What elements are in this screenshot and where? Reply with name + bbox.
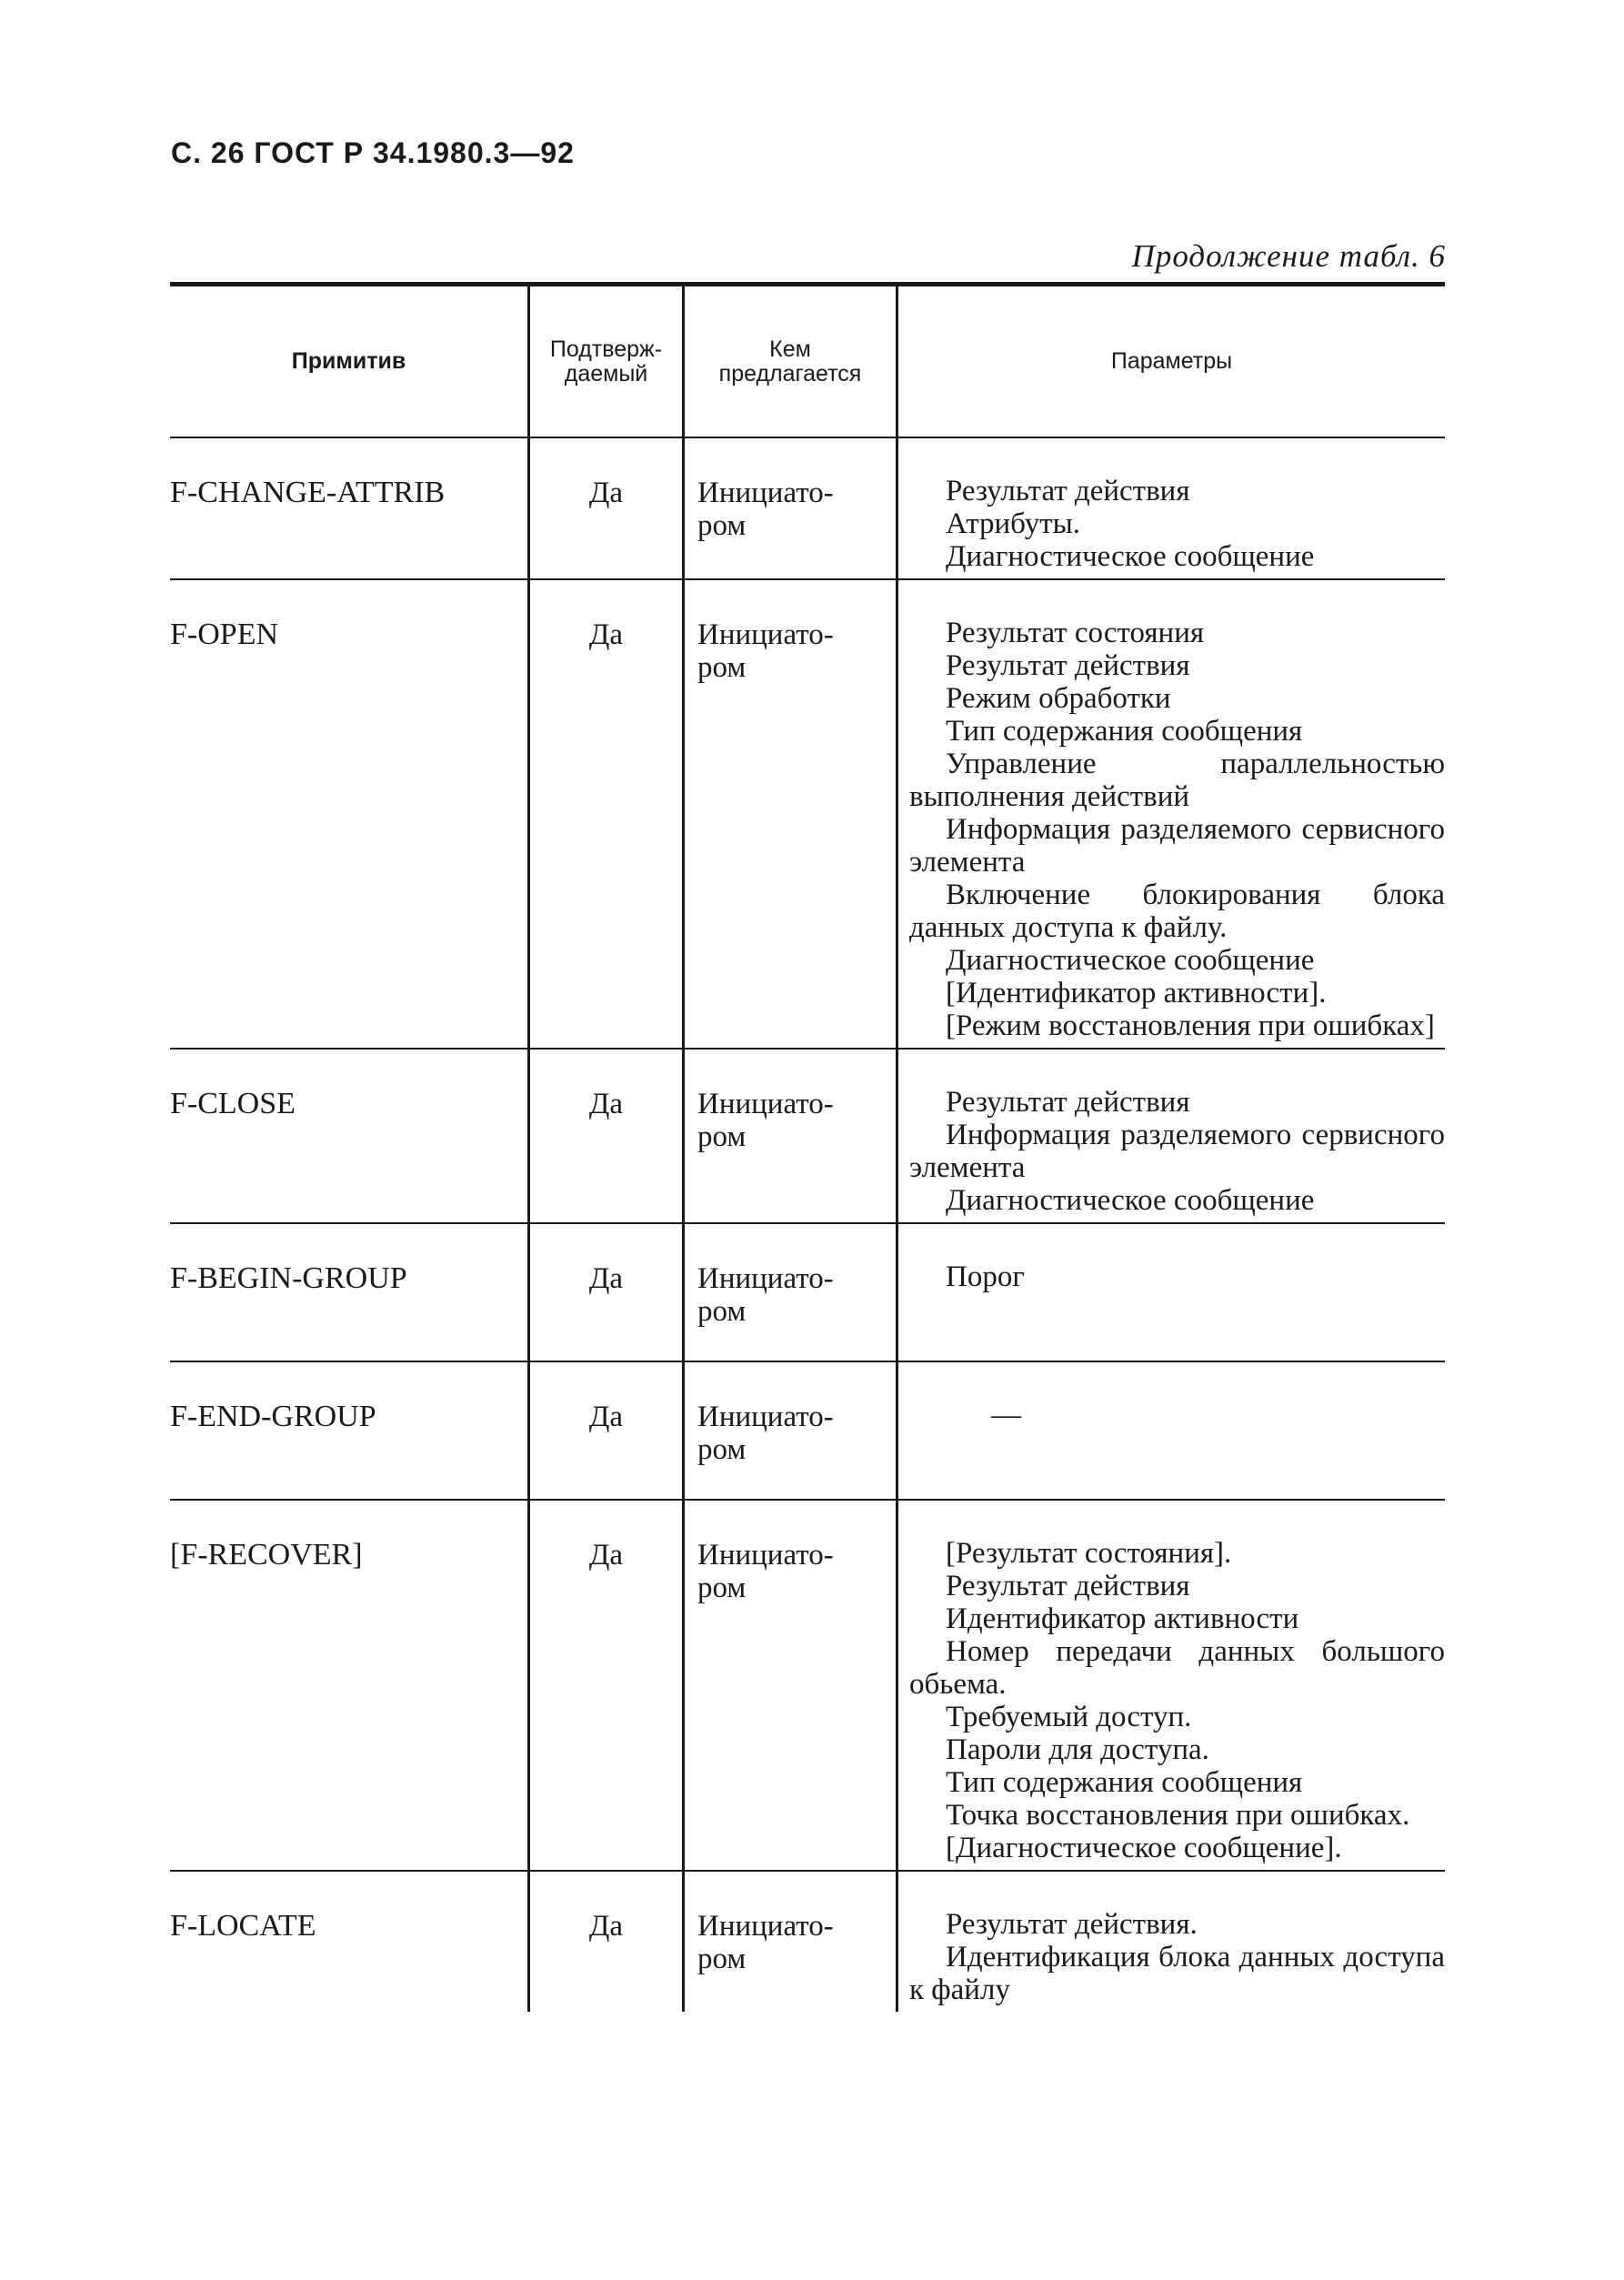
parameter-item: Точка восстановления при ошибках. <box>946 1799 1410 1832</box>
parameter-item: Включение блокирования блока данных доступа к файлу. <box>909 879 1445 944</box>
cell-primitive: F-CHANGE-ATTRIB <box>170 438 527 580</box>
cell-proposed-by-text: Инициато- ром <box>697 1401 834 1466</box>
table-row <box>170 1224 1445 1362</box>
parameter-item: Атрибуты. <box>946 507 1081 540</box>
cell-parameters <box>896 1501 1445 1872</box>
table-row <box>170 1872 1445 2012</box>
cell-parameters <box>896 1050 1445 1224</box>
column-header-confirmed <box>527 286 682 438</box>
cell-parameters <box>896 1362 1445 1501</box>
parameter-item: Результат действия <box>946 649 1190 682</box>
table-row <box>170 580 1445 1050</box>
parameter-item: — <box>991 1399 1021 1431</box>
column-header-primitive: Примитив <box>170 286 527 438</box>
parameter-item: Диагностическое сообщение <box>946 540 1315 573</box>
table-row <box>170 1050 1445 1224</box>
cell-proposed-by <box>682 580 896 1050</box>
column-header-confirmed-text: Подтверж- даемый <box>549 336 663 387</box>
parameter-item: Тип содержания сообщения <box>946 1766 1303 1799</box>
cell-confirmed: Да <box>527 438 682 580</box>
cell-parameters <box>896 580 1445 1050</box>
cell-proposed-by-text: Инициато- ром <box>697 477 834 542</box>
table-row <box>170 1362 1445 1501</box>
cell-proposed-by-text: Инициато- ром <box>697 1539 834 1604</box>
cell-proposed-by <box>682 1050 896 1224</box>
cell-proposed-by <box>682 1224 896 1362</box>
cell-primitive: F-LOCATE <box>170 1909 316 1943</box>
parameter-item: Результат состояния <box>946 617 1205 649</box>
cell-proposed-by <box>682 438 896 580</box>
parameter-item: [Режим восстановления при ошибках] <box>946 1009 1435 1042</box>
table-body <box>170 438 1445 2012</box>
cell-confirmed: Да <box>527 1362 682 1501</box>
parameter-item: Информация разделяемого сервисного элемента <box>909 813 1445 879</box>
cell-primitive: F-END-GROUP <box>170 1362 527 1501</box>
cell-proposed-by <box>682 1872 896 2012</box>
parameter-item: Идентификатор активности <box>946 1602 1299 1635</box>
cell-parameters <box>896 438 1445 580</box>
cell-confirmed: Да <box>527 1501 682 1872</box>
column-header-parameters: Параметры <box>896 286 1445 438</box>
cell-confirmed: Да <box>527 1872 682 2012</box>
cell-primitive: F-OPEN <box>170 580 527 1050</box>
parameter-item: Информация разделяемого сервисного элемента <box>909 1119 1445 1184</box>
parameter-item: Управление параллельностью выполнения действий <box>909 748 1445 813</box>
parameter-item: Результат действия <box>946 475 1190 507</box>
column-header-proposed-by <box>682 286 896 438</box>
cell-confirmed: Да <box>527 1224 682 1362</box>
cell-proposed-by-text: Инициато- ром <box>697 618 834 684</box>
cell-proposed-by-text: Инициато- ром <box>697 1262 834 1328</box>
cell-confirmed: Да <box>527 580 682 1050</box>
cell-primitive: F-CLOSE <box>170 1050 527 1224</box>
cell-primitive: F-BEGIN-GROUP <box>170 1224 527 1362</box>
table-continuation-caption: Продолжение табл. 6 <box>1131 238 1446 274</box>
cell-proposed-by-text: Инициато- ром <box>697 1910 834 1975</box>
parameter-item: Результат действия <box>946 1570 1190 1602</box>
parameter-item: Результат действия. <box>946 1908 1198 1941</box>
parameter-item: Порог <box>946 1261 1025 1293</box>
parameter-item: Диагностическое сообщение <box>946 944 1315 977</box>
parameter-item: Режим обработки <box>946 682 1171 715</box>
parameter-item: Идентификация блока данных доступа к файлу <box>909 1941 1445 2006</box>
parameter-item: Пароли для доступа. <box>946 1733 1209 1766</box>
primitives-table <box>170 286 1445 2012</box>
parameter-item: Результат действия <box>946 1086 1190 1119</box>
cell-proposed-by <box>682 1362 896 1501</box>
cell-proposed-by-text: Инициато- ром <box>697 1088 834 1153</box>
cell-parameters <box>896 1224 1445 1362</box>
primitives-table-container <box>170 286 1445 2012</box>
cell-primitive: [F-RECOVER] <box>170 1501 527 1872</box>
cell-confirmed: Да <box>527 1050 682 1224</box>
cell-proposed-by <box>682 1501 896 1872</box>
cell-parameters <box>896 1872 1445 2012</box>
table-row <box>170 438 1445 580</box>
parameter-item: [Диагностическое сообщение]. <box>946 1832 1342 1864</box>
column-header-proposed-by-text: Кем предлагается <box>718 336 862 387</box>
parameter-item: Диагностическое сообщение <box>946 1184 1315 1217</box>
parameter-item: [Идентификатор активности]. <box>946 977 1327 1009</box>
parameter-item: Требуемый доступ. <box>946 1701 1192 1733</box>
page-header: С. 26 ГОСТ Р 34.1980.3—92 <box>171 136 575 169</box>
table-row <box>170 1501 1445 1872</box>
table-header-row <box>170 286 1445 438</box>
parameter-item: Номер передачи данных большого обьема. <box>909 1635 1445 1701</box>
parameter-item: [Результат состояния]. <box>946 1537 1232 1570</box>
parameter-item: Тип содержания сообщения <box>946 715 1303 748</box>
